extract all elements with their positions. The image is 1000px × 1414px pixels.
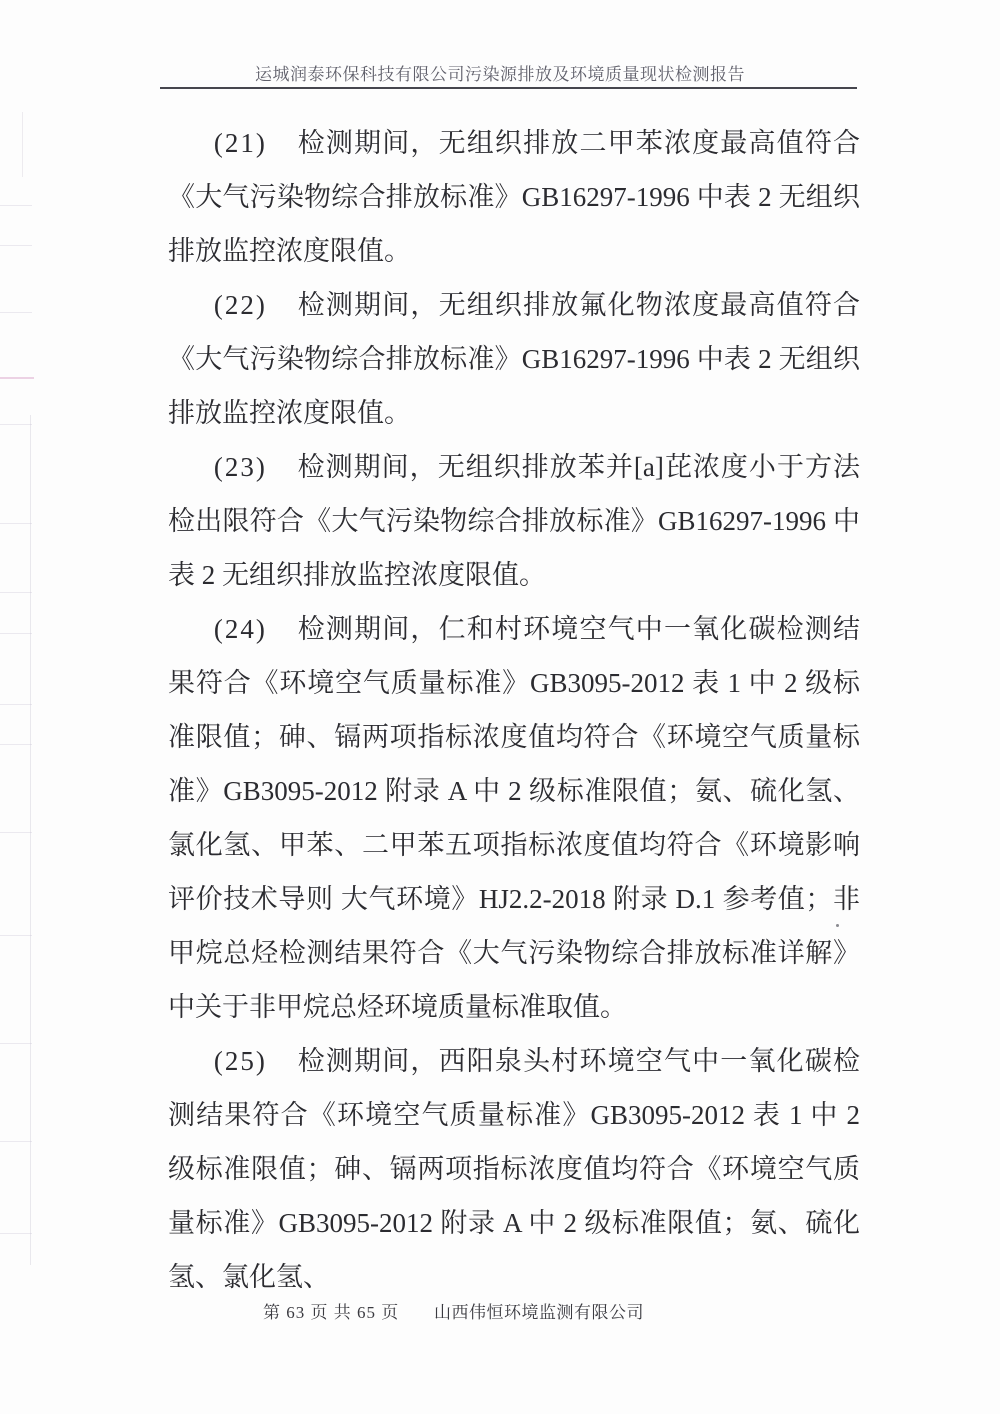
scan-artifact-tick [0,704,32,705]
scan-artifact-vertical-line [30,415,31,1265]
document-body [168,116,860,1304]
footer-company-name: 山西伟恒环境监测有限公司 [434,1303,644,1322]
paragraph-21-number: (21) [213,128,267,158]
paragraph-25-number: (25) [213,1046,267,1076]
paragraph-22-text: 检测期间，无组织排放氟化物浓度最高值符合《大气污染物综合排放标准》GB16297-1996 中表 2 无组织排放监控浓度限值。 [168,290,860,428]
paragraph-22-number: (22) [213,290,267,320]
report-header-title: 运城润泰环保科技有限公司污染源排放及环境质量现状检测报告 [255,65,745,84]
scan-artifact-tick [0,1141,32,1142]
scan-artifact-tick [0,592,32,593]
scan-artifact-tick [0,1043,32,1044]
paragraph-25 [168,1034,860,1304]
paragraph-24-number: (24) [213,614,267,644]
scan-artifact-tick [0,424,32,425]
paragraph-21-text: 检测期间，无组织排放二甲苯浓度最高值符合《大气污染物综合排放标准》GB16297-1996 中表 2 无组织排放监控浓度限值。 [168,128,860,266]
scan-artifact-tick [0,312,32,313]
paragraph-24-text: 检测期间，仁和村环境空气中一氧化碳检测结果符合《环境空气质量标准》GB3095-2012 表 1 中 2 级标准限值；砷、镉两项指标浓度值均符合《环境空气质量标准》GB3095-2012 附录 A 中 2 级标准限值；氨、硫化氢、氯化氢、甲苯、二甲苯五项指标浓度值均符合《环境影响评价技术导则 大气环境》HJ2.2-2018 附录 D.1 参考值；非甲烷总烃检测结果符合《大气污染物综合排放标准详解》中关于非甲烷总烃环境质量标准取值。 [168,614,860,1022]
paragraph-23-number: (23) [213,452,267,482]
paragraph-23-text: 检测期间，无组织排放苯并[a]芘浓度小于方法检出限符合《大气污染物综合排放标准》GB16297-1996 中表 2 无组织排放监控浓度限值。 [168,452,860,590]
scan-artifact-tick [0,935,32,936]
paragraph-21 [168,116,860,278]
paragraph-24 [168,602,860,1034]
scan-artifact-tick [0,205,32,206]
header-rule [160,87,857,89]
paragraph-23 [168,440,860,602]
paragraph-25-text: 检测期间，西阳泉头村环境空气中一氧化碳检测结果符合《环境空气质量标准》GB3095-2012 表 1 中 2 级标准限值；砷、镉两项指标浓度值均符合《环境空气质量标准》GB3095-2012 附录 A 中 2 级标准限值；氨、硫化氢、氯化氢、 [168,1046,860,1292]
scan-artifact-vertical-line [22,112,23,177]
paragraph-22 [168,278,860,440]
scan-artifact-pink-line [0,377,34,379]
footer-page-number: 第 63 页 共 65 页 [263,1303,400,1322]
scan-artifact-tick [0,633,32,634]
scan-artifact-tick [0,744,32,745]
scan-artifact-tick [0,523,32,524]
scan-artifact-tick [0,1233,32,1234]
scan-artifact-tick [0,245,32,246]
scan-artifact-tick [0,832,32,833]
